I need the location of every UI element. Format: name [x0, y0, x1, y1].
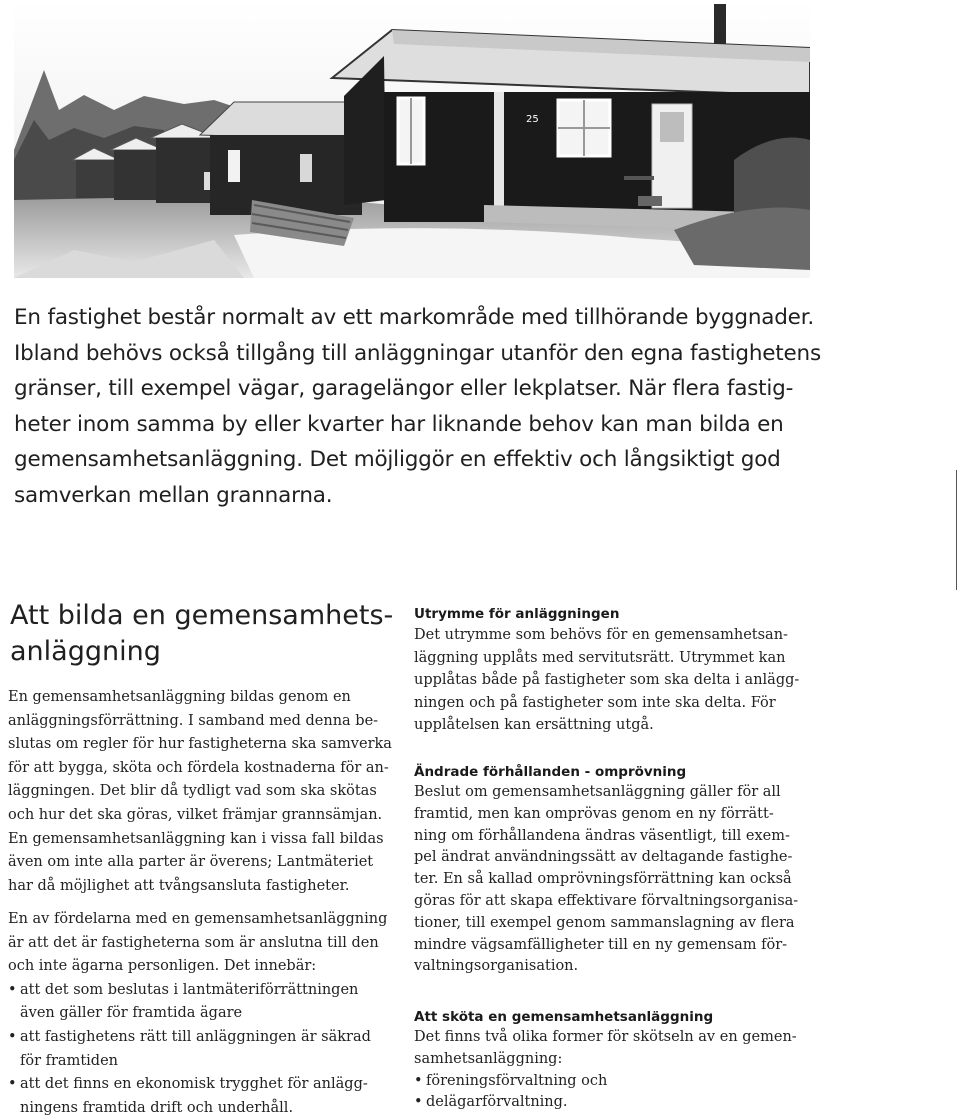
text-line: för framtiden	[20, 1052, 118, 1069]
text-line: mindre vägsamfälligheter till en ny gemensam för-	[414, 936, 788, 953]
text-line: ningens framtida drift och underhåll.	[20, 1099, 294, 1116]
text-line: göras för att skapa effektivare förvaltningsorganisa-	[414, 892, 799, 909]
section-body	[414, 782, 814, 978]
text-line: • att fastighetens rätt till anläggningen är säkrad	[20, 1028, 371, 1045]
section-body	[414, 624, 814, 737]
list-item	[8, 979, 398, 1026]
section-heading	[10, 598, 394, 670]
text-line: Det utrymme som behövs för en gemensamhetsan-	[414, 627, 788, 643]
houses-photo	[14, 0, 810, 278]
intro-line: gemensamhetsanläggning. Det möjliggör en effektiv och långsiktigt god	[14, 447, 781, 472]
text-line: framtid, men kan omprövas genom en ny förrätt-	[414, 805, 774, 822]
text-line: för att bygga, sköta och fördela kostnaderna för an-	[8, 759, 389, 776]
text-line: läggning upplåts med servitutsrätt. Utrymmet kan	[414, 649, 786, 666]
text-line: • föreningsförvaltning och	[426, 1072, 608, 1089]
text-line: även om inte alla parter är överens; Lantmäteriet	[8, 854, 374, 871]
intro-line: En fastighet består normalt av ett markområde med tillhörande byggnader.	[14, 305, 815, 330]
text-line: Beslut om gemensamhetsanläggning gäller för all	[414, 784, 781, 800]
text-line: En gemensamhetsanläggning bildas genom en	[8, 689, 351, 705]
list-item	[414, 1071, 814, 1093]
text-line: ning om förhållandena ändras väsentligt, till exem-	[414, 827, 790, 844]
section-body	[414, 1027, 814, 1114]
text-line: samhetsanläggning:	[414, 1050, 563, 1067]
text-line: och hur det ska göras, vilket främjar grannsämjan.	[8, 806, 383, 823]
text-line: upplåtelsen kan ersättning utgå.	[414, 717, 654, 734]
text-line: ningen och på fastigheter som inte ska delta. För	[414, 694, 776, 711]
intro-line: samverkan mellan grannarna.	[14, 482, 333, 508]
house-number: 25	[526, 114, 539, 125]
text-line: upplåtas både på fastigheter som ska delta i anlägg-	[414, 672, 800, 689]
text-line: • att det som beslutas i lantmäteriförrättningen	[20, 981, 359, 998]
heading-line: anläggning	[10, 636, 161, 667]
text-line: ter. En så kallad omprövningsförrättning kan också	[414, 871, 792, 888]
text-line: anläggningsförrättning. I samband med denna be-	[8, 712, 379, 729]
text-line: • att det finns en ekonomisk trygghet för anlägg-	[20, 1076, 368, 1093]
intro-line: heter inom samma by eller kvarter har liknande behov kan man bilda en	[14, 411, 784, 437]
text-line: pel ändrat användningssätt av deltagande fastighe-	[414, 849, 793, 866]
text-line: även gäller för framtida ägare	[20, 1005, 243, 1022]
text-line: är att det är fastigheterna som är anslutna till den	[8, 934, 379, 951]
list-item	[8, 1073, 398, 1120]
page-edge-mark	[956, 470, 957, 590]
left-paragraph-1	[8, 686, 398, 898]
section-omprovning	[414, 762, 814, 978]
heading-line: Att bilda en gemensamhets-	[10, 600, 394, 631]
management-forms-list	[414, 1071, 814, 1115]
text-line: har då möjlighet att tvångsansluta fastigheter.	[8, 877, 350, 894]
text-line: och inte ägarna personligen. Det innebär:	[8, 958, 317, 975]
list-item	[414, 1092, 814, 1114]
text-line: tioner, till exempel genom sammanslagning av flera	[414, 914, 795, 931]
text-line: • delägarförvaltning.	[426, 1094, 568, 1111]
section-utrymme	[414, 604, 814, 737]
subheading: Utrymme för anläggningen	[414, 606, 620, 622]
benefits-list	[8, 979, 398, 1120]
section-skotsel	[414, 1007, 814, 1114]
intro-paragraph	[14, 300, 821, 513]
text-line: En gemensamhetsanläggning kan i vissa fall bildas	[8, 830, 384, 847]
text-line: slutas om regler för hur fastigheterna ska samverka	[8, 736, 392, 753]
subheading: Ändrade förhållanden - omprövning	[414, 764, 687, 780]
intro-line: gränser, till exempel vägar, garagelängor eller lekplatser. När flera fastig-	[14, 376, 794, 401]
text-line: läggningen. Det blir då tydligt vad som ska skötas	[8, 783, 377, 800]
text-line: Det finns två olika former för skötseln av en gemen-	[414, 1029, 797, 1045]
intro-line: Ibland behövs också tillgång till anläggningar utanför den egna fastighetens	[14, 340, 821, 366]
text-line: En av fördelarna med en gemensamhetsanläggning	[8, 911, 388, 927]
list-item	[8, 1026, 398, 1073]
subheading: Att sköta en gemensamhetsanläggning	[414, 1009, 714, 1025]
left-paragraph-2	[8, 908, 398, 1120]
text-line: valtningsorganisation.	[414, 958, 579, 975]
